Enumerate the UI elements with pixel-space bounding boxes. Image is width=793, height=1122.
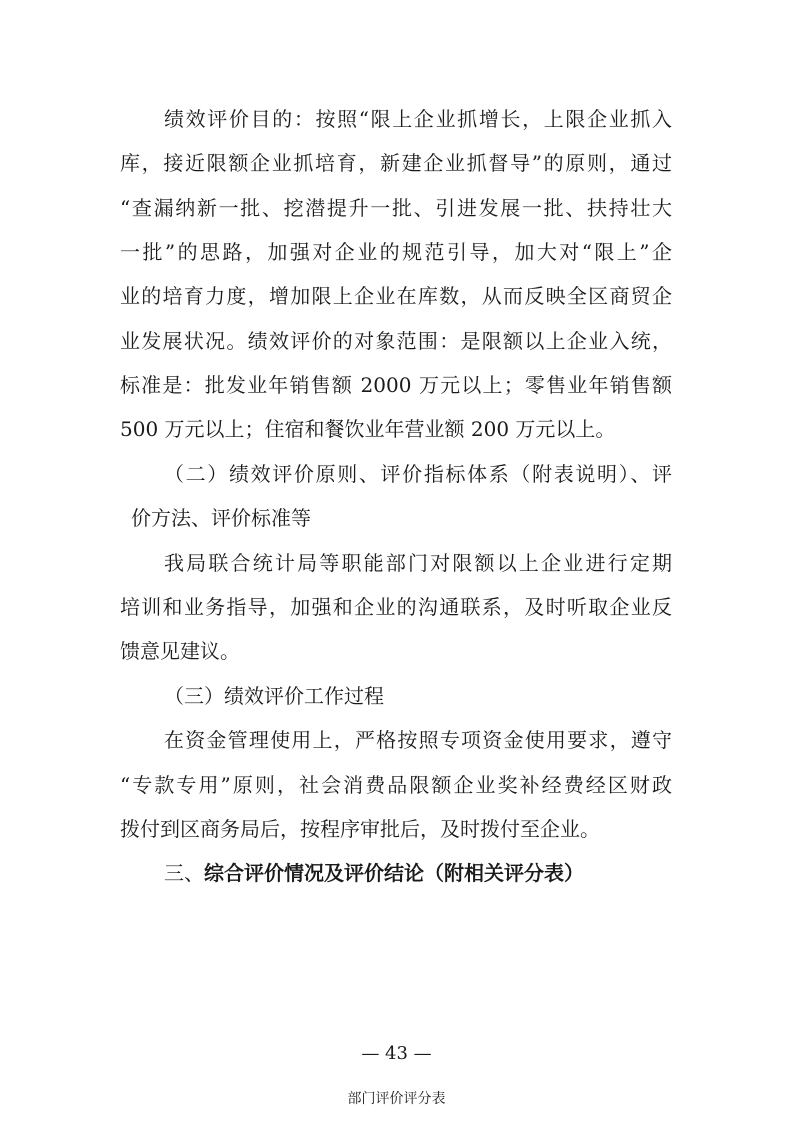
paragraph-line: 一批”的思路，加强对企业的规范引导，加大对“限上”企 xyxy=(120,240,672,264)
page-number: — 43 — xyxy=(361,1043,432,1064)
paragraph-line: 在资金管理使用上，严格按照专项资金使用要求，遵守 xyxy=(164,728,672,752)
section-heading-line: （三）绩效评价工作过程 xyxy=(164,684,384,708)
paragraph-line: 业发展状况。绩效评价的对象范围：是限额以上企业入统， xyxy=(120,329,672,353)
paragraph-line: “查漏纳新一批、挖潜提升一批、引进发展一批、扶持壮大 xyxy=(120,196,672,220)
paragraph-line: 绩效评价目的：按照“限上企业抓增长，上限企业抓入 xyxy=(164,107,672,131)
paragraph-line: 标准是：批发业年销售额 2000 万元以上；零售业年销售额 xyxy=(120,373,672,397)
chapter-heading: 综合评价情况及评价结论（附相关评分表） xyxy=(204,861,584,885)
chapter-heading-number: 三、 xyxy=(164,861,204,885)
paragraph-line: 拨付到区商务局后，按程序审批后，及时拨付至企业。 xyxy=(120,817,600,841)
paragraph-line: 库，接近限额企业抓培育，新建企业抓督导”的原则，通过 xyxy=(120,151,672,175)
section-heading-line: （二）绩效评价原则、评价指标体系（附表说明）、评 xyxy=(164,462,672,486)
paragraph-line: 培训和业务指导，加强和企业的沟通联系，及时听取企业反 xyxy=(120,595,672,619)
paragraph-line: 馈意见建议。 xyxy=(120,639,240,663)
paragraph-line: “专款专用”原则，社会消费品限额企业奖补经费经区财政 xyxy=(120,773,672,797)
paragraph-line: 我局联合统计局等职能部门对限额以上企业进行定期 xyxy=(164,551,672,575)
paragraph-line: 500 万元以上；住宿和餐饮业年营业额 200 万元以上。 xyxy=(120,417,616,441)
paragraph-line: 业的培育力度，增加限上企业在库数，从而反映全区商贸企 xyxy=(120,284,672,308)
section-heading-line: 价方法、评价标准等 xyxy=(131,506,311,530)
page-footer: 部门评价评分表 xyxy=(347,1091,446,1107)
